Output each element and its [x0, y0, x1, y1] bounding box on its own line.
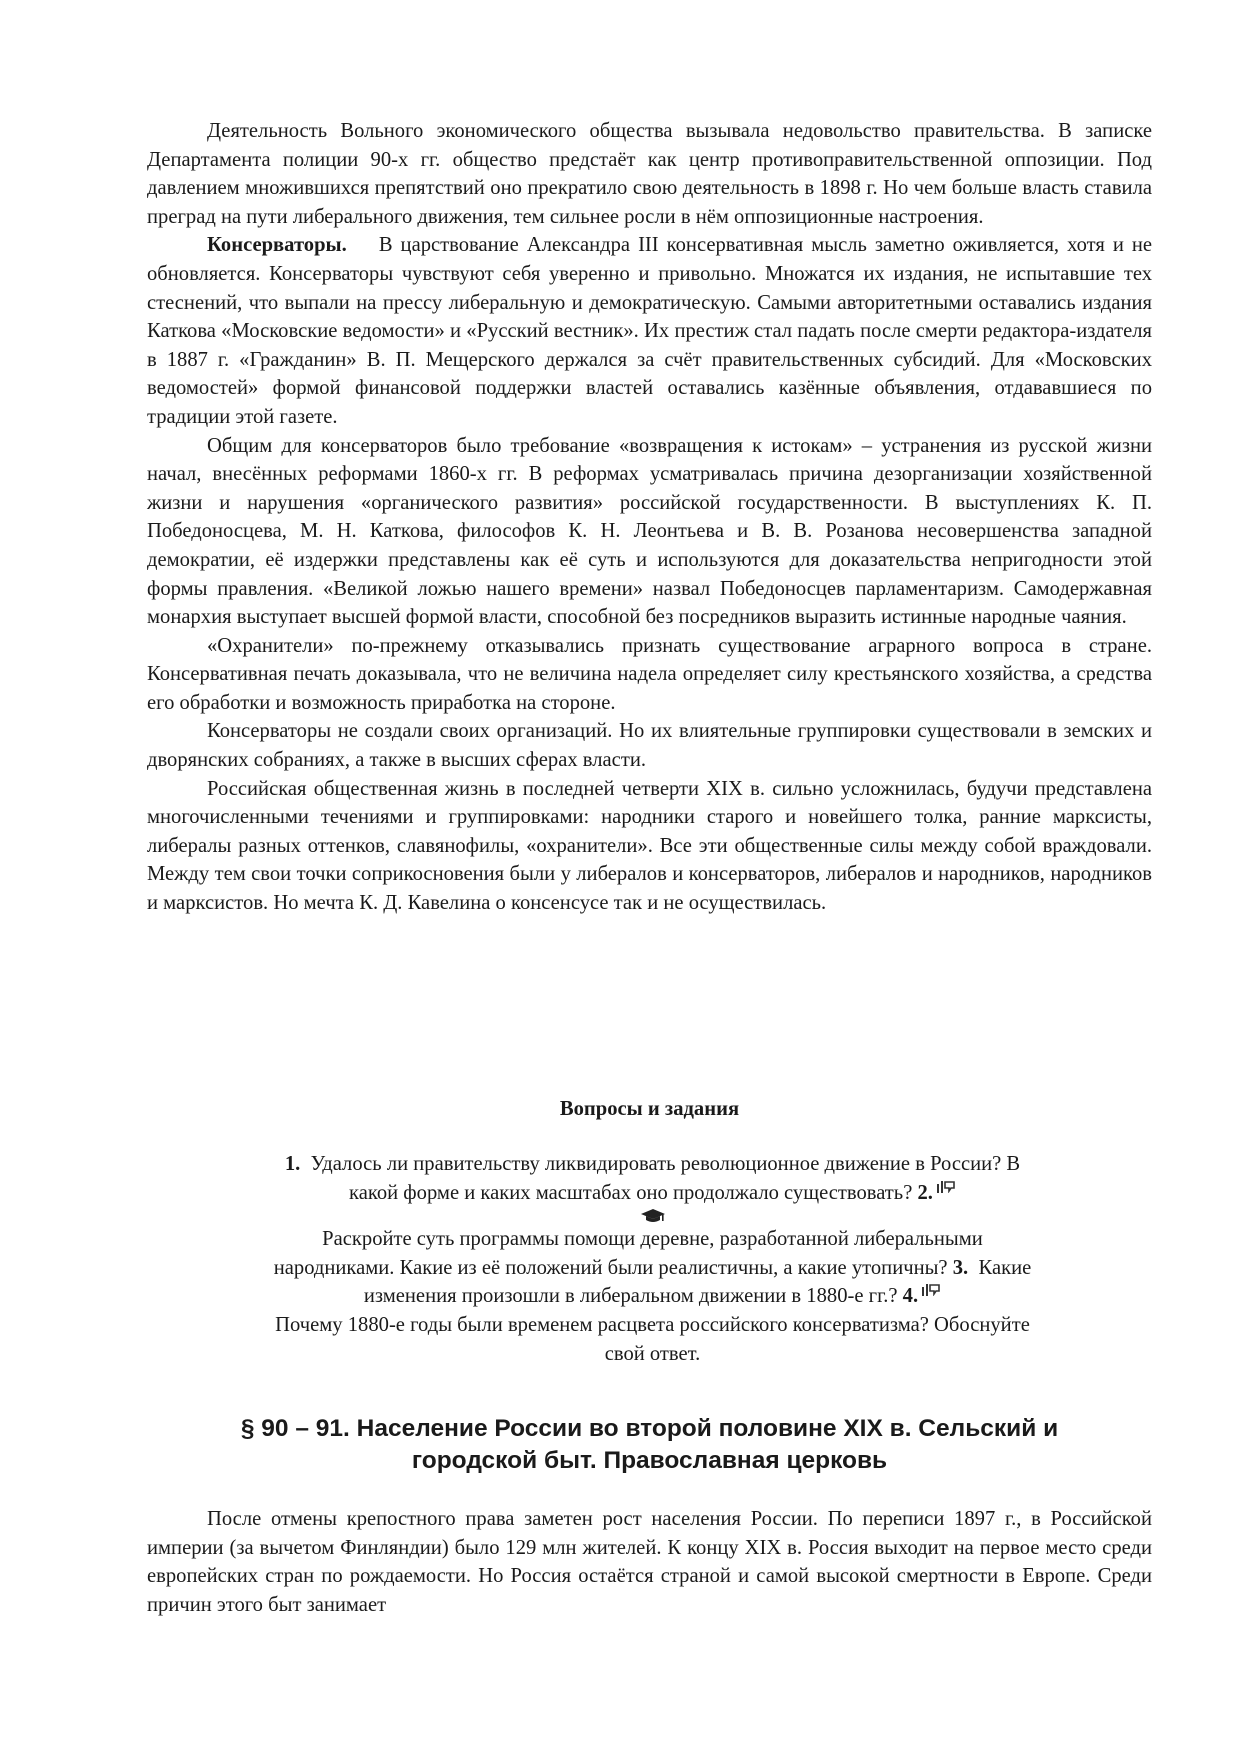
section-title	[147, 1413, 1152, 1477]
question-3-number: 3.	[952, 1256, 969, 1279]
question-1-line-2: какой форме и каких масштабах оно продолжало существовать? 2.	[185, 1179, 1120, 1208]
paragraph-return-to-origins: Общим для консерваторов было требование «возвращения к истокам» – устранения из русской жизни начал, внесённых реформами 1860-х гг. В реформах усматривалась причина дезорганизации хозяйственной жизни и нарушения «органического развития» российской государственности. В выступлениях К. П. Победоносцева, М. Н. Каткова, философов К. Н. Леонтьева и В. В. Розанова несовершенства западной демократии, её издержки представлены как её суть и используются для доказательства непригодности этой формы правления. «Великой ложью нашего времени» назвал Победоносцев парламентаризм. Самодержавная монархия выступает высшей формой власти, способной без посредников выразить истинные народные чаяния.	[147, 434, 1152, 629]
question-4-line-2: свой ответ.	[604, 1342, 701, 1365]
paragraph-population: После отмены крепостного права заметен рост населения России. По переписи 1897 г., в Российской империи (за вычетом Финляндии) было 129 млн жителей. К концу XIX в. Россия выходит на первое место среди европейских стран по рождаемости. Но Россия остаётся страной и самой высокой смертности в Европе. Среди причин этого быт занимает	[147, 1508, 1152, 1616]
questions-heading: Вопросы и задания	[559, 1098, 740, 1120]
question-1-line-1: 1. Удалось ли правительству ликвидировать революционное движение в России? В	[284, 1153, 1021, 1175]
graduation-cap-icon	[640, 1207, 666, 1225]
question-2-line-1: Раскройте суть программы помощи деревне, разработанной либеральными	[322, 1228, 983, 1251]
paragraph-social-life: Российская общественная жизнь в последней четверти XIX в. сильно усложнилась, будучи представлена многочисленными течениями и группировками: народники старого и новейшего толка, ранние марксисты, либералы разных оттенков, славянофилы, «охранители». Все эти общественные силы между собой враждовали. Между тем свои точки соприкосновения были у либералов и консерваторов, либералов и народников, народников и марксистов. Но мечта К. Д. Кавелина о консенсусе так и не осуществилась.	[147, 777, 1152, 915]
question-4-number: 4.	[902, 1285, 919, 1308]
paragraph-guardians: «Охранители» по-прежнему отказывались признать существование аграрного вопроса в стране. Консервативная печать доказывала, что не величина надела определяет силу крестьянского хозяйства, а средства его обработки и возможность приработка на стороне.	[147, 634, 1152, 714]
section-title-line-1: § 90 – 91. Население России во второй половине XIX в. Сельский и	[240, 1415, 1059, 1442]
question-2-number: 2.	[917, 1181, 933, 1204]
paragraph-organizations: Консерваторы не создали своих организаций. Но их влиятельные группировки существовали в земских и дворянских собраниях, а также в высших сферах власти.	[147, 720, 1152, 772]
question-1-number: 1.	[284, 1153, 301, 1175]
discussion-icon	[921, 1282, 941, 1296]
paragraph-free-economic-society: Деятельность Вольного экономического общества вызывала недовольство правительства. В записке Департамента полиции 90-х гг. общество предстаёт как центр противоправительственной оппозиции. Под давлением множившихся препятствий оно прекратило свою деятельность в 1898 г. Но чем больше власть ставила преград на пути либерального движения, тем сильнее росли в нём оппозиционные настроения.	[147, 120, 1152, 228]
question-3-line-2: изменения произошли в либеральном движении в 1880-е гг.? 4.	[185, 1282, 1120, 1311]
question-2-line-2: народниками. Какие из её положений были реалистичны, а какие утопичны? 3. Какие	[273, 1256, 1032, 1279]
question-4-line-1: Почему 1880-е годы были временем расцвета российского консерватизма? Обоснуйте	[275, 1313, 1030, 1336]
conservatives-text: В царствование Александра III консервативная мысль заметно оживляется, хотя и не обновляется. Консерваторы чувствуют себя уверенно и привольно. Множатся их издания, не испытавшие тех стеснений, что выпали на прессу либеральную и демократическую. Самыми авторитетными оставались издания Каткова «Московские ведомости» и «Русский вестник». Их престиж стал падать после смерти редактора-издателя в 1887 г. «Гражданин» В. П. Мещерского держался за счёт правительственных субсидий. Для «Московских ведомостей» формой финансовой поддержки властей оставались казённые объявления, отдававшиеся по традиции этой газете.	[147, 234, 1153, 428]
paragraph-conservatives	[147, 231, 1152, 431]
section-title-line-2: городской быт. Православная церковь	[411, 1447, 888, 1474]
questions-block	[185, 1150, 1120, 1368]
discussion-icon	[936, 1179, 956, 1193]
main-text	[147, 117, 1152, 918]
section-text	[147, 1505, 1152, 1619]
conservatives-heading: Консерваторы.	[207, 234, 347, 257]
